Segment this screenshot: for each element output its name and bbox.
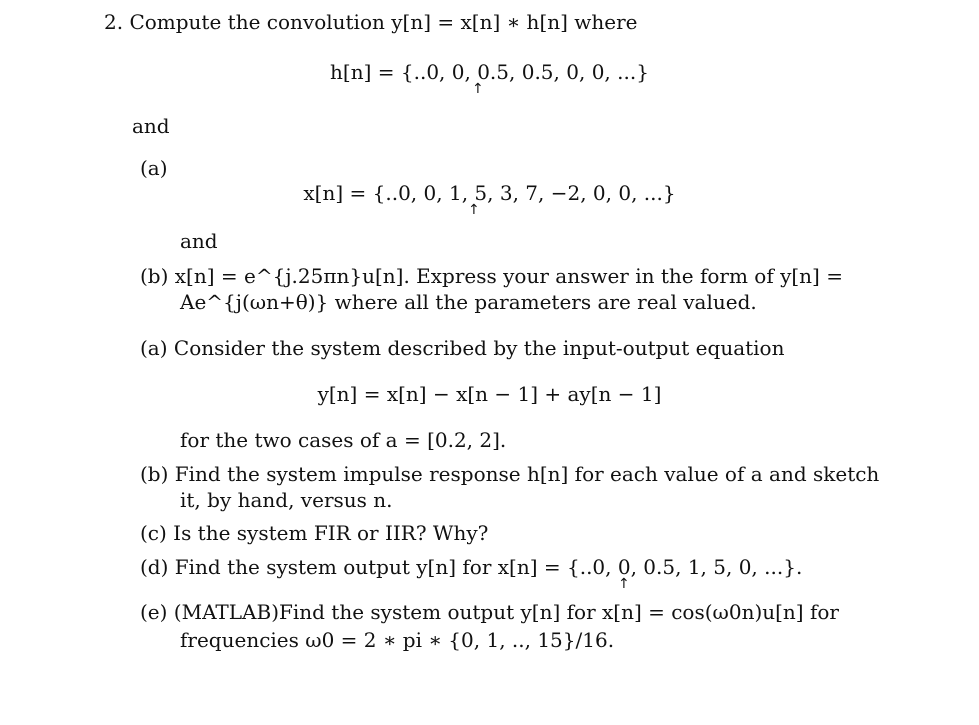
- part-e-line2: frequencies ω0 = 2 ∗ pi ∗ {0, 1, .., 15}/16.: [180, 628, 615, 652]
- x-equation: x[n] = {..0, 0, 1, 5, 3, 7, −2, 0, 0, ...}: [303, 181, 676, 205]
- part-e-line1: (e) (MATLAB)Find the system output y[n] for x[n] = cos(ω0n)u[n] for: [140, 600, 839, 624]
- part-d-text: (d) Find the system output y[n] for x[n] = {..0, 0, 0.5, 1, 5, 0, ...}.: [140, 555, 803, 579]
- h-equation: h[n] = {..0, 0, 0.5, 0.5, 0, 0, ...}: [330, 60, 649, 84]
- system-equation: y[n] = x[n] − x[n − 1] + ay[n − 1]: [317, 382, 662, 406]
- subpart-b-line2: Ae^{j(ωn+θ)} where all the parameters are real valued.: [180, 290, 757, 314]
- part-b-line2: it, by hand, versus n.: [180, 488, 393, 512]
- and-label-1: and: [132, 114, 170, 138]
- problem-heading: 2. Compute the convolution y[n] = x[n] ∗ h[n] where: [104, 10, 638, 34]
- h-index-arrow: ↑: [472, 81, 484, 97]
- d-index-arrow: ↑: [618, 576, 630, 592]
- part-c-text: (c) Is the system FIR or IIR? Why?: [140, 521, 489, 545]
- and-label-2: and: [180, 229, 218, 253]
- subpart-a-label: (a): [140, 156, 168, 180]
- part-a-text: (a) Consider the system described by the input-output equation: [140, 336, 785, 360]
- cases-text: for the two cases of a = [0.2, 2].: [180, 428, 507, 452]
- subpart-b-line1: (b) x[n] = e^{j.25πn}u[n]. Express your answer in the form of y[n] =: [140, 264, 843, 288]
- x-index-arrow: ↑: [468, 202, 480, 218]
- part-b-line1: (b) Find the system impulse response h[n] for each value of a and sketch: [140, 462, 880, 486]
